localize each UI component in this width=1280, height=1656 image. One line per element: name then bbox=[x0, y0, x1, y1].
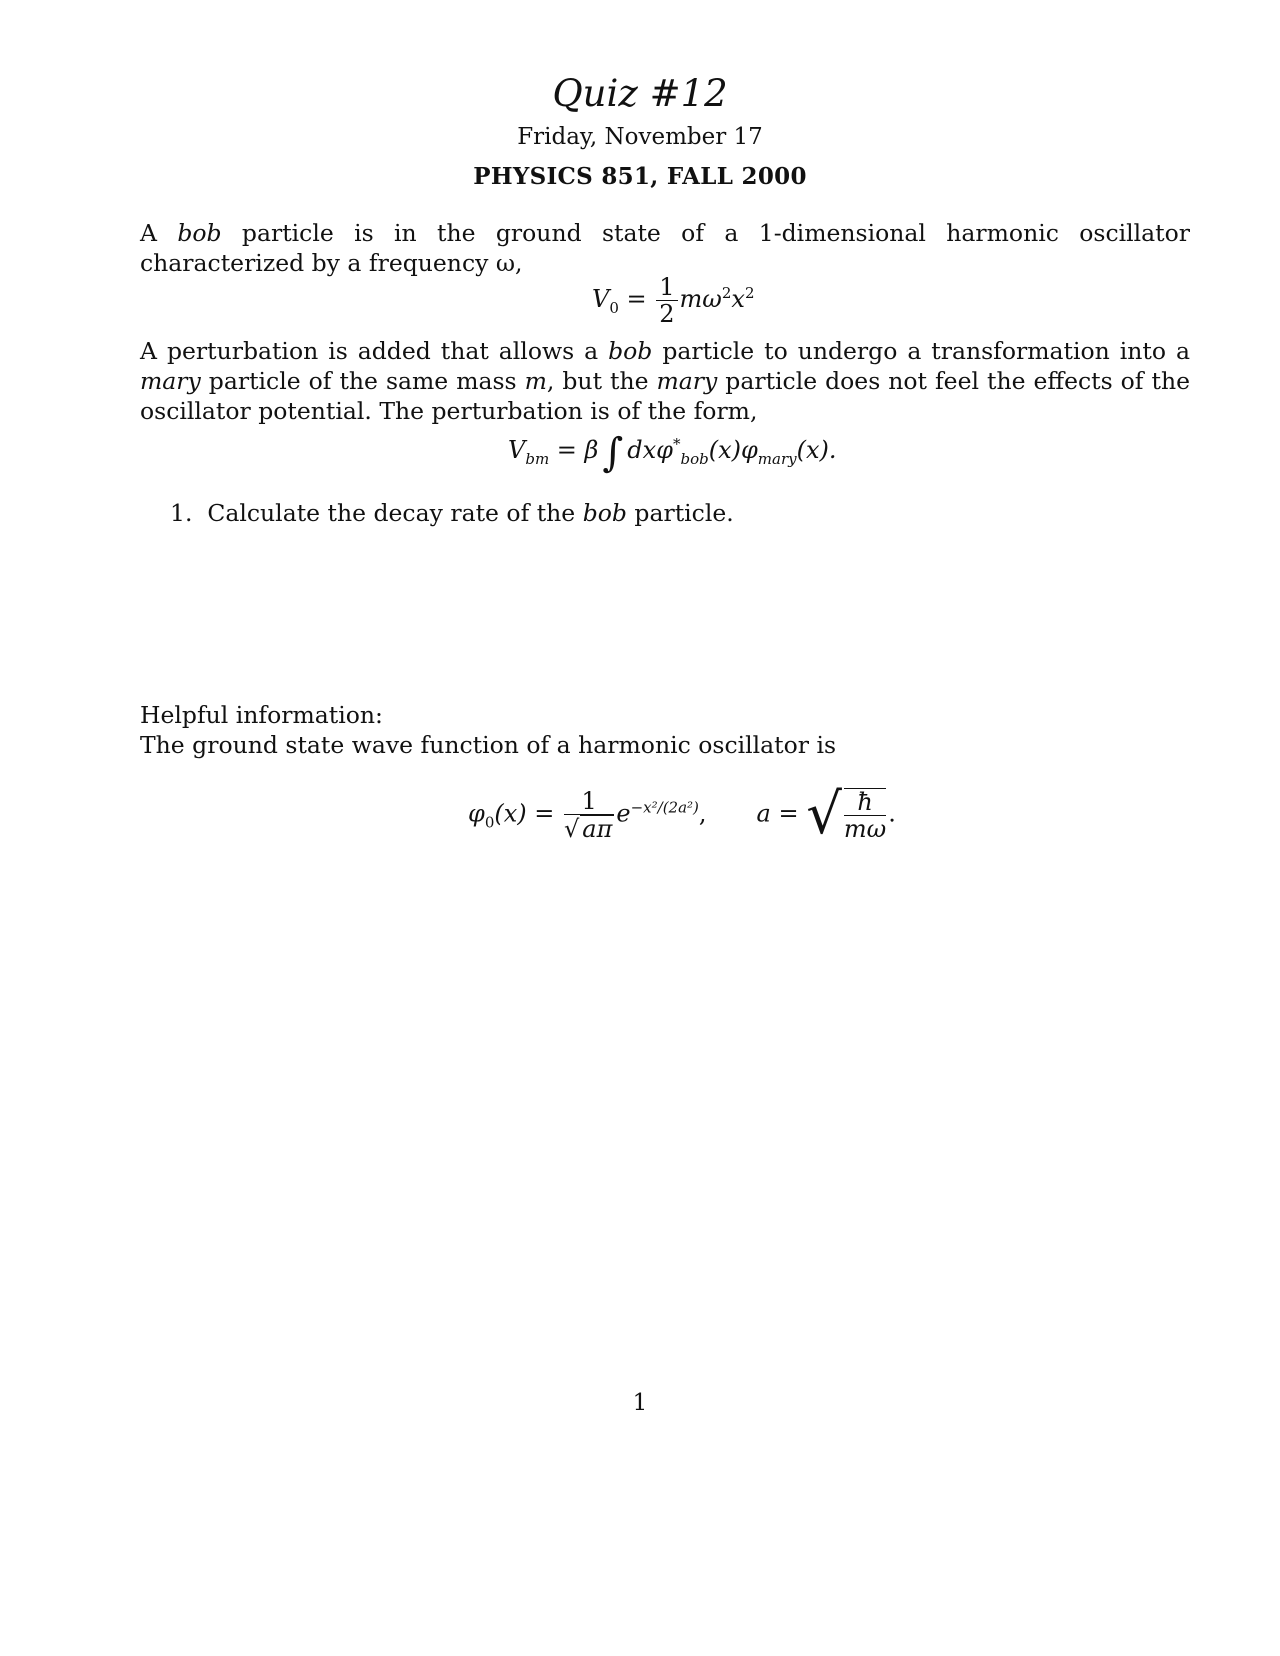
eq3-comma: , bbox=[698, 799, 707, 828]
pert-bob-term: bob bbox=[608, 337, 653, 365]
eq2-mid: (x)φ bbox=[708, 436, 758, 464]
eq3-phi: φ bbox=[468, 799, 485, 828]
helpful-text: The ground state wave function of a harmonic oscillator is bbox=[140, 731, 837, 759]
eq3-sqrt-fraction bbox=[844, 788, 886, 842]
eq2-sub-mary: mary bbox=[757, 449, 797, 468]
intro-text-2: particle is in the ground state of a 1-dimensional harmonic oscillator characterized by a frequency ω, bbox=[140, 219, 1190, 277]
quiz-title: Quiz #12 bbox=[552, 72, 728, 115]
eq2-lhs: V bbox=[508, 436, 526, 464]
eq1-frac-den: 2 bbox=[659, 300, 675, 328]
eq1-sup1: 2 bbox=[721, 284, 732, 302]
wavefunction-equation bbox=[468, 782, 896, 847]
eq1-lhs: V bbox=[592, 285, 610, 313]
eq2-equals-beta: = β bbox=[549, 436, 599, 464]
pert-mass-symbol: m bbox=[524, 367, 547, 395]
perturbation-paragraph bbox=[140, 336, 1190, 426]
eq3-phi-sub: 0 bbox=[484, 813, 495, 832]
integral-sign-icon: ∫ bbox=[602, 430, 624, 476]
pert-text-2: particle to undergo a transformation into a bbox=[652, 337, 1190, 365]
eq1-equals: = bbox=[618, 285, 655, 313]
intro-bob-term: bob bbox=[177, 219, 222, 247]
eq3-a-equals: a = bbox=[756, 799, 807, 828]
question-text-1: Calculate the decay rate of the bbox=[207, 499, 583, 527]
eq2-lhs-sub: bm bbox=[525, 449, 550, 468]
eq1-sup2: 2 bbox=[744, 284, 755, 302]
eq3-hbar: ħ bbox=[844, 789, 886, 816]
eq3-sqrt-content: aπ bbox=[582, 815, 613, 843]
pert-text-3: particle of the same mass bbox=[200, 367, 525, 395]
pert-text-5: particle does not feel the effects of the oscillator potential. The perturbation is of the form, bbox=[140, 367, 1190, 425]
eq3-fraction bbox=[564, 788, 614, 842]
potential-equation bbox=[592, 274, 755, 327]
pert-mary-term: mary bbox=[140, 367, 201, 395]
coupling-equation bbox=[508, 430, 837, 476]
question-item-1 bbox=[170, 498, 734, 528]
big-sqrt-sign-icon: √ bbox=[806, 782, 842, 847]
eq2-dx-phi: dxφ bbox=[627, 436, 673, 464]
helpful-info bbox=[140, 700, 836, 760]
eq3-m-omega: mω bbox=[843, 815, 887, 843]
eq1-frac-num: 1 bbox=[656, 274, 677, 301]
quiz-date: Friday, November 17 bbox=[517, 124, 763, 150]
question-bob-term: bob bbox=[582, 499, 627, 527]
sqrt-sign-icon: √ bbox=[564, 815, 580, 843]
pert-text-4: , but the bbox=[546, 367, 657, 395]
eq1-lhs-sub: 0 bbox=[609, 298, 619, 317]
question-text-2: particle. bbox=[626, 499, 734, 527]
eq1-x: x bbox=[731, 285, 745, 313]
question-number: 1. bbox=[170, 499, 193, 527]
page-number: 1 bbox=[632, 1390, 648, 1416]
course-heading: PHYSICS 851, FALL 2000 bbox=[473, 163, 807, 190]
eq3-exponent: −x²/(2a²) bbox=[630, 798, 699, 817]
eq3-period: . bbox=[888, 799, 896, 828]
eq3-frac-num: 1 bbox=[564, 788, 614, 815]
eq2-conjugate-star: * bbox=[672, 435, 681, 453]
eq1-rhs: mω bbox=[679, 285, 722, 313]
intro-paragraph bbox=[140, 218, 1190, 278]
eq2-end: (x). bbox=[796, 436, 837, 464]
eq1-fraction bbox=[656, 274, 677, 327]
helpful-heading: Helpful information: bbox=[140, 701, 383, 729]
intro-text-1: A bbox=[140, 219, 178, 247]
eq3-exp-base: e bbox=[616, 799, 631, 828]
pert-text-1: A perturbation is added that allows a bbox=[140, 337, 609, 365]
eq2-sub-bob: bob bbox=[680, 449, 709, 468]
eq3-arg-equals: (x) = bbox=[494, 799, 562, 828]
pert-mary-term-2: mary bbox=[656, 367, 718, 395]
